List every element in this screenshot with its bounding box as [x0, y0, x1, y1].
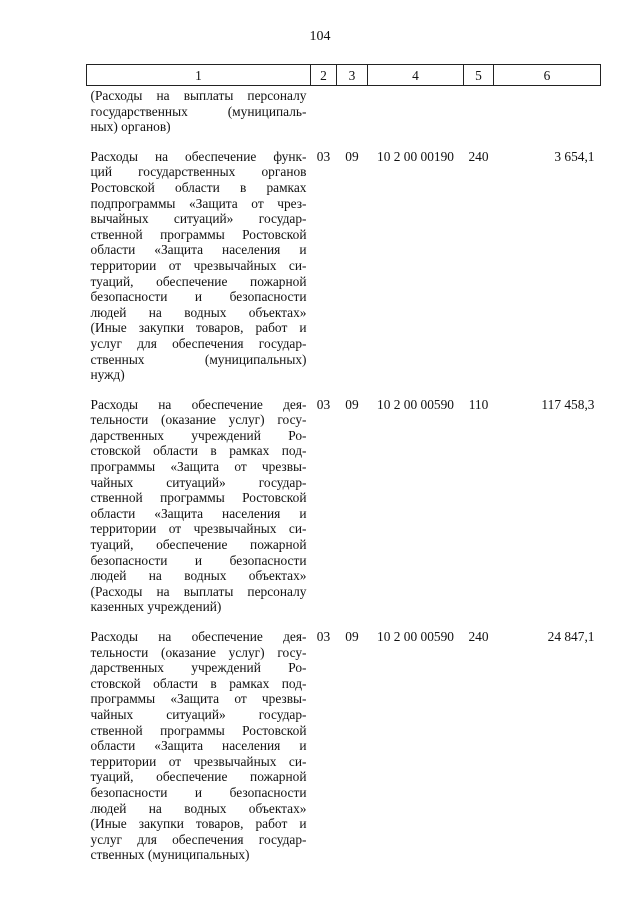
description-line: туаций, обеспечение пожарной — [90, 273, 307, 289]
section-code: 03 — [316, 148, 331, 164]
description-line: ственных (муниципальных) — [90, 351, 307, 367]
description-line: ций государственных органов — [90, 164, 307, 180]
description-line: людей на водных объектах» — [90, 800, 307, 816]
description-line: ственной программы Ростовской — [90, 490, 307, 506]
description-line: (Расходы на выплаты персоналу — [90, 88, 307, 103]
description-line: (Расходы на выплаты персоналу — [90, 583, 307, 599]
target-article-code — [368, 86, 464, 149]
section-code: 03 — [316, 629, 331, 644]
expense-type-code: 240 — [468, 629, 489, 644]
description-line: туаций, обеспечение пожарной — [90, 769, 307, 785]
subsection-code: 09 — [345, 396, 359, 412]
description-line: программы «Защита от чрезвы- — [90, 691, 307, 707]
expense-type-code: 240 — [468, 148, 489, 164]
description-line: области «Защита населения и — [90, 738, 307, 754]
subsection-code — [337, 86, 368, 149]
description-line: ственной программы Ростовской — [90, 722, 307, 738]
description-line: нужд) — [90, 367, 125, 383]
budget-table — [86, 64, 601, 863]
description-line: услуг для обеспечения государ- — [90, 831, 307, 847]
description-line: территории от чрезвычайных си- — [90, 753, 307, 769]
description-line: ных) органов) — [90, 119, 171, 135]
description-line: государственных (муниципаль- — [90, 103, 307, 119]
description-line: (Иные закупки товаров, работ и — [90, 816, 307, 832]
amount-value: 3 654,1 — [554, 148, 595, 164]
description-line: тельности (оказание услуг) госу- — [90, 412, 307, 428]
expense-type-code — [464, 86, 494, 149]
header-col-5: 5 — [464, 65, 494, 86]
description-line: стовской области в рамках под- — [90, 675, 307, 691]
amount-value — [494, 86, 601, 149]
page-number: 104 — [309, 29, 331, 44]
expense-type-code: 110 — [468, 396, 489, 412]
description-line: территории от чрезвычайных си- — [90, 257, 307, 273]
description-line: ственной программы Ростовской — [90, 226, 307, 242]
description-line: чайных ситуаций» государ- — [90, 474, 307, 490]
description-line: программы «Защита от чрезвы- — [90, 459, 307, 475]
header-col-4: 4 — [368, 65, 464, 86]
description-line: безопасности и безопасности — [90, 784, 307, 800]
description-line: подпрограммы «Защита от чрез- — [90, 195, 307, 211]
header-col-1: 1 — [87, 65, 311, 86]
description-line: людей на водных объектах» — [90, 568, 307, 584]
table-body — [87, 86, 601, 863]
header-col-6: 6 — [494, 65, 601, 86]
header-col-3: 3 — [337, 65, 368, 86]
subsection-code: 09 — [345, 148, 359, 164]
table-row — [87, 86, 601, 149]
description-line: казенных учреждений) — [90, 599, 222, 615]
row-description — [87, 629, 311, 863]
description-line: ственных (муниципальных) — [90, 847, 250, 863]
table-row — [87, 629, 601, 863]
description-line: безопасности и безопасности — [90, 289, 307, 305]
description-line: туаций, обеспечение пожарной — [90, 537, 307, 553]
target-article-code: 10 2 00 00590 — [377, 396, 454, 412]
target-article-code: 10 2 00 00190 — [377, 148, 454, 164]
description-line: стовской области в рамках под- — [90, 443, 307, 459]
table-row — [87, 397, 601, 629]
description-line: (Иные закупки товаров, работ и — [90, 320, 307, 336]
amount-value: 117 458,3 — [541, 396, 595, 412]
description-line: безопасности и безопасности — [90, 552, 307, 568]
description-line: тельности (оказание услуг) госу- — [90, 644, 307, 660]
description-line: вычайных ситуаций» государ- — [90, 211, 307, 227]
amount-value: 24 847,1 — [547, 629, 595, 644]
table-header — [87, 65, 601, 86]
description-line: Расходы на обеспечение функ- — [90, 148, 307, 164]
target-article-code: 10 2 00 00590 — [377, 629, 454, 644]
row-description — [87, 86, 311, 149]
description-line: дарственных учреждений Ро- — [90, 427, 307, 443]
description-line: области «Защита населения и — [90, 505, 307, 521]
description-line: области «Защита населения и — [90, 242, 307, 258]
header-col-2: 2 — [311, 65, 337, 86]
description-line: Расходы на обеспечение дея- — [90, 629, 307, 644]
description-line: услуг для обеспечения государ- — [90, 335, 307, 351]
description-line: людей на водных объектах» — [90, 304, 307, 320]
row-description — [87, 397, 311, 629]
description-line: Ростовской области в рамках — [90, 179, 307, 195]
subsection-code: 09 — [345, 629, 359, 644]
row-description — [87, 149, 311, 397]
description-line: дарственных учреждений Ро- — [90, 660, 307, 676]
section-code — [311, 86, 337, 149]
description-line: чайных ситуаций» государ- — [90, 706, 307, 722]
description-line: Расходы на обеспечение дея- — [90, 396, 307, 412]
table-row — [87, 149, 601, 397]
description-line: территории от чрезвычайных си- — [90, 521, 307, 537]
header-row — [87, 65, 601, 86]
section-code: 03 — [316, 396, 331, 412]
